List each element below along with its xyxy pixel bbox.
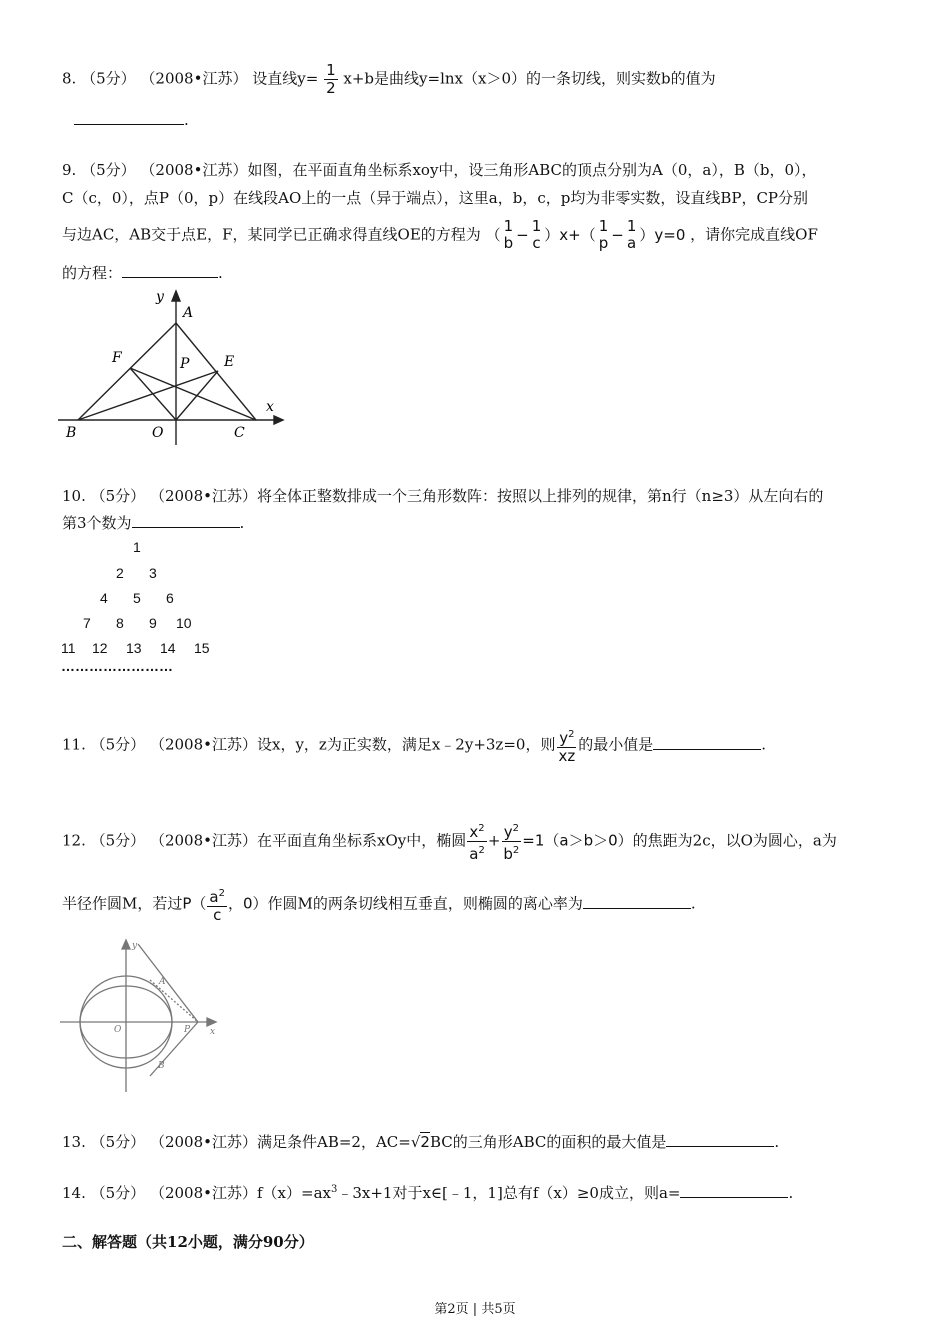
q13-source: （2008•江苏） xyxy=(149,1133,257,1151)
triangle-cell: 9 xyxy=(149,615,157,631)
q12-line-2: 半径作圆M，若过P（ $\frac{a^2}{c}$ ，0）作圆M的两条切线相互垂直，则椭圆的离心率为 . xyxy=(62,885,696,924)
q14-score: （5分） xyxy=(90,1184,146,1202)
section-heading: 二、解答题（共12小题，满分90分） xyxy=(62,1233,314,1251)
q12-fig-O-label: O xyxy=(114,1025,122,1035)
q12-score: （5分） xyxy=(90,831,146,850)
q12-fig-B-label: B xyxy=(158,1061,165,1071)
q11-score: （5分） xyxy=(90,735,146,754)
question-8 xyxy=(62,62,716,97)
triangle-cell: 7 xyxy=(83,615,91,631)
q11-source: （2008•江苏） xyxy=(149,735,257,754)
q10-line-1: 10. （5分） （2008•江苏）将全体正整数排成一个三角形数阵：按照以上排列的规律，第n行（n≥3）从左向右的 xyxy=(62,487,824,505)
question-14: 14. （5分） （2008•江苏）$f(x)=ax^3﹣3x+1$对于x∈[﹣1，1]总有f（x）≥0成立，则a= . xyxy=(62,1184,794,1202)
q12-fig-y-label: y xyxy=(132,941,138,951)
q8-answer-line: . xyxy=(74,110,189,129)
q8-source: （2008•江苏） xyxy=(140,69,248,88)
q9-source: （2008•江苏） xyxy=(140,161,248,179)
q9-text-1: 如图，在平面直角坐标系xoy中，设三角形ABC的顶点分别为A（0，a），B（b，0）， xyxy=(247,161,817,179)
q12-fig-P-label: P xyxy=(184,1025,191,1035)
triangle-cell: 8 xyxy=(116,615,124,631)
triangle-cell: 13 xyxy=(126,640,142,656)
q12-line-1: 12. （5分） （2008•江苏）在平面直角坐标系xOy中，椭圆 $\frac{x^2}{a^2}$ + $\frac{y^2}{b^2}$ =1（a＞b＞0）的焦距为2c，以O为圆心，a为 xyxy=(62,820,837,863)
triangle-cell: 3 xyxy=(149,565,157,581)
q14-answer-blank[interactable] xyxy=(680,1183,788,1198)
q8-text-a: 设直线y= xyxy=(252,69,319,88)
q12-y-fraction: $\frac{y^2}{b^2}$ xyxy=(501,820,521,863)
triangle-cell: 11 xyxy=(61,640,76,656)
q9-line-2: C（c，0），点P（0，p）在线段AO上的一点（异于端点），这里a，b，c，p均为非零实数，设直线BP，CP分别 xyxy=(62,189,809,207)
q12-answer-blank[interactable] xyxy=(583,894,691,909)
q9-line-3: 与边AC，AB交于点E，F，某同学已正确求得直线OE的方程为 （ 1 b − 1 c ）x+（ 1 p − 1 a ）y=0 ，请你完成直线OF xyxy=(62,217,818,252)
q11-fraction: $\frac{y^2}{xz}$ xyxy=(556,726,577,765)
q10-source: （2008•江苏） xyxy=(149,487,257,505)
q9-number: 9. xyxy=(62,161,77,179)
q9-fig-O-label: O xyxy=(152,425,164,441)
q10-answer-blank[interactable] xyxy=(132,513,240,528)
q13-number: 13. xyxy=(62,1133,86,1151)
question-13: 13. （5分） （2008•江苏）满足条件AB=2，AC=√2BC的三角形ABC的面积的最大值是 . xyxy=(62,1133,780,1151)
triangle-dots: …………………… xyxy=(61,658,173,674)
q10-score: （5分） xyxy=(90,487,146,505)
q9-fig-F-label: F xyxy=(112,350,122,366)
triangle-cell: 4 xyxy=(100,590,108,606)
q12-number: 12. xyxy=(62,831,86,850)
question-11: 11. （5分） （2008•江苏）设x，y，z为正实数，满足x﹣2y+3z=0，则 $\frac{y^2}{xz}$ 的最小值是 . xyxy=(62,726,766,765)
q13-answer-blank[interactable] xyxy=(666,1132,774,1147)
triangle-cell: 12 xyxy=(92,640,108,656)
q13-sqrt: √2 xyxy=(410,1133,430,1151)
triangle-cell: 6 xyxy=(166,590,174,606)
q10-line-2: 第3个数为 . xyxy=(62,514,245,532)
triangle-cell: 5 xyxy=(133,590,141,606)
q8-number: 8. xyxy=(62,69,77,88)
q12-source: （2008•江苏） xyxy=(149,831,257,850)
q8-fraction: $\frac{1}{2}$ xyxy=(326,61,336,97)
q9-oe-equation: （ 1 b − 1 c ）x+（ 1 p − 1 a ）y=0 xyxy=(485,217,686,252)
q12-x-fraction: $\frac{x^2}{a^2}$ xyxy=(467,820,487,863)
q8-answer-blank[interactable] xyxy=(74,110,184,125)
q8-text-b: x+b是曲线y=lnx（x＞0）的一条切线，则实数b的值为 xyxy=(343,69,716,88)
triangle-cell: 15 xyxy=(194,640,210,656)
q9-fig-C-label: C xyxy=(234,425,245,441)
q9-answer-blank[interactable] xyxy=(122,263,218,278)
q12-p-fraction: $\frac{a^2}{c}$ xyxy=(207,885,227,924)
triangle-cell: 1 xyxy=(133,539,141,555)
q14-source: （2008•江苏） xyxy=(149,1184,257,1202)
page-footer: 第2页 | 共5页 xyxy=(434,1302,516,1317)
triangle-cell: 10 xyxy=(176,615,192,631)
q12-fig-A-label: A xyxy=(159,977,166,987)
q9-fig-P-label: P xyxy=(180,356,190,372)
q9-fig-E-label: E xyxy=(224,354,235,370)
q9-fig-B-label: B xyxy=(66,425,77,441)
q10-number: 10. xyxy=(62,487,86,505)
q13-score: （5分） xyxy=(90,1133,146,1151)
q11-answer-blank[interactable] xyxy=(653,735,761,750)
q9-fig-A-label: A xyxy=(183,305,194,321)
q9-line-4: 的方程： . xyxy=(62,264,223,282)
q9-score: （5分） xyxy=(81,161,136,179)
q8-score: （5分） xyxy=(81,69,136,88)
q14-number: 14. xyxy=(62,1184,86,1202)
q9-fig-x-label: x xyxy=(266,399,274,415)
q12-ellipse-figure xyxy=(58,936,228,1096)
triangle-cell: 2 xyxy=(116,565,124,581)
q12-fig-x-label: x xyxy=(210,1027,216,1037)
q11-number: 11. xyxy=(62,735,86,754)
q9-triangle-figure xyxy=(58,285,298,455)
triangle-cell: 14 xyxy=(160,640,176,656)
q9-line-1 xyxy=(62,159,817,180)
q9-fig-y-label: y xyxy=(156,289,164,305)
